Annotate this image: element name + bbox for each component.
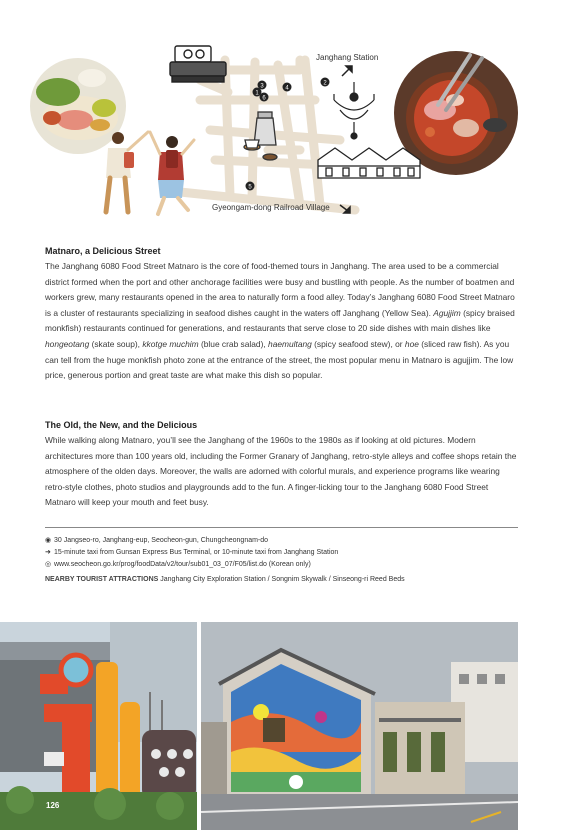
map-marker-4 <box>283 83 292 92</box>
map-marker-3 <box>258 81 267 90</box>
body-text: (spicy seafood stew), or <box>311 338 405 349</box>
map-marker-6 <box>260 93 269 102</box>
section-heading: The Old, the New, and the Delicious <box>45 420 198 430</box>
dish-name: haemultang <box>268 338 312 349</box>
body-text: (spicy braised monkfish) restaurants continued for generations, and restaurants that serve close to 20 side dishes with main dishes like <box>45 307 515 334</box>
section-heading: Matnaro, a Delicious Street <box>45 246 161 256</box>
transport-text: 15-minute taxi from Gunsan Express Bus Terminal, or 10-minute taxi from Janghang Station <box>54 549 339 556</box>
info-block <box>45 535 520 583</box>
transport-row <box>45 547 520 559</box>
photo-mural-warehouse <box>201 622 518 830</box>
body-text: (sliced raw fish). As you can tell from the huge monkfish photo zone at the entrance of the street, the most popular menu in Matnaro is agujjim. The low price, generous portion and great taste are what make this dish so popular. <box>45 338 514 381</box>
address-row <box>45 535 520 547</box>
address-text: 30 Jangseo-ro, Janghang-eup, Seocheon-gun, Chungcheongnam-do <box>54 537 269 544</box>
svg-text:6: 6 <box>262 95 266 102</box>
village-label: Gyeongam-dong Railroad Village <box>212 203 330 212</box>
svg-text:4: 4 <box>285 85 289 92</box>
nearby-label: NEARBY TOURIST ATTRACTIONS <box>45 576 159 583</box>
location-pin-icon: ◉ <box>45 537 52 544</box>
map-marker-2 <box>321 78 330 87</box>
section-old-new <box>45 420 520 511</box>
svg-text:5: 5 <box>248 184 252 191</box>
illustrated-map <box>0 0 587 230</box>
map-markers <box>0 0 587 230</box>
section-body: While walking along Matnaro, you’ll see the Janghang of the 1960s to the 1980s as if looking at old pictures. Modern architectures more than 100 years old, including the Former Granary of Janghang, retro-style alleys and coffee shops retain the atmosphere of the olden days. Moreover, the walls are adorned with colorful murals, and experience programs like wearing retro-style clothes, photo studios and playgrounds add to the fun. A finger-licking tour to the Janghang 6080 Food Street Matnaro will keep your mouth and feet busy. <box>45 435 517 508</box>
website-link[interactable]: www.seocheon.go.kr/prog/foodData/v2/tour/sub01_03_07/F05/list.do (Korean only) <box>54 561 311 568</box>
body-text: (skate soup), <box>89 338 143 349</box>
website-row <box>45 559 520 571</box>
divider <box>45 527 518 528</box>
dish-name: Agujjim <box>433 307 461 318</box>
svg-text:3: 3 <box>260 83 264 90</box>
station-label: Janghang Station <box>316 53 379 62</box>
page-number: 126 <box>46 801 60 810</box>
section-body <box>45 259 520 384</box>
arrow-circle-icon: ➜ <box>45 549 51 556</box>
body-text: The Janghang 6080 Food Street Matnaro is the core of food-themed tours in Janghang. The area used to be a commercial district formed when the port and other anchorage facilities were busy and bustling with people. As the number of boatmen and workers grew, many restaurants opened in the area to naturally form a food alley. Today’s Janghang 6080 Food Street Matnaro is a cluster of restaurants specializing in seafood dishes caught in the waters off Janghang (Yellow Sea). <box>45 261 515 318</box>
svg-text:2: 2 <box>323 80 327 87</box>
dish-name: hoe <box>404 338 419 349</box>
dish-name: hongeotang <box>45 338 90 349</box>
nearby-text: Janghang City Exploration Station / Songnim Skywalk / Sinseong-ri Reed Beds <box>160 576 405 583</box>
globe-icon: ◎ <box>45 561 52 568</box>
photo-matnaro-sign <box>0 622 197 830</box>
svg-text:1: 1 <box>255 90 259 97</box>
section-matnaro <box>45 246 520 384</box>
body-text: (blue crab salad), <box>198 338 269 349</box>
nearby-attractions <box>45 576 520 583</box>
map-marker-5 <box>246 182 255 191</box>
dish-name: kkotge muchim <box>142 338 199 349</box>
